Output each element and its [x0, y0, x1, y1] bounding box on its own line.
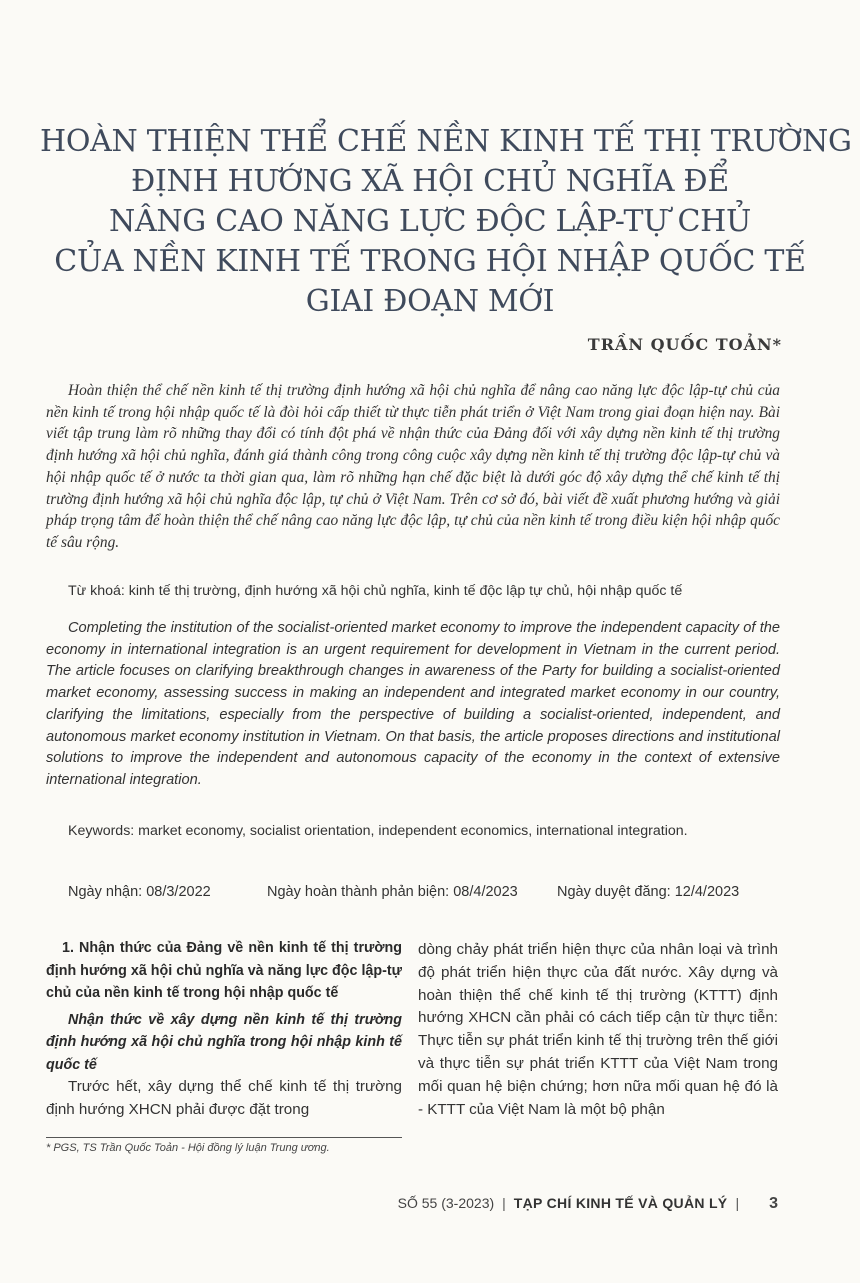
keywords-vietnamese: Từ khoá: kinh tế thị trường, định hướng xã hội chủ nghĩa, kinh tế độc lập tự chủ, hội nhập quốc tế	[68, 583, 683, 599]
body-column-left	[46, 937, 402, 1122]
date-reviewed: Ngày hoàn thành phản biện: 08/4/2023	[267, 884, 518, 900]
body-paragraph: Trước hết, xây dựng thể chế kinh tế thị trường định hướng XHCN phải được đặt trong	[46, 1078, 402, 1118]
date-approved: Ngày duyệt đăng: 12/4/2023	[557, 884, 740, 900]
footnote: * PGS, TS Trần Quốc Toản - Hội đồng lý luận Trung ương.	[46, 1142, 330, 1154]
abstract-vietnamese: Hoàn thiện thể chế nền kinh tế thị trường định hướng xã hội chủ nghĩa để nâng cao năng lực độc lập-tự chủ của nền kinh tế trong hội nhập quốc tế là đòi hỏi cấp thiết từ thực tiễn phát triển ở Việt Nam trong giai đoạn hiện nay. Bài viết tập trung làm rõ những thay đổi có tính đột phá về nhận thức của Đảng đối với xây dựng nền kinh tế thị trường định hướng xã hội chủ nghĩa, đánh giá thành công trong công cuộc xây dựng nền kinh tế thị trường độc lập-tự chủ và hội nhập quốc tế ở nước ta thời gian qua, làm rõ những hạn chế đặc biệt là dưới góc độ xây dựng thể chế kinh tế thị trường định hướng xã hội chủ nghĩa độc lập, tự chủ ở Việt Nam. Trên cơ sở đó, bài viết đề xuất phương hướng và giải pháp trọng tâm để hoàn thiện thể chế nâng cao năng lực độc lập, tự chủ của nền kinh tế trong điều kiện hội nhập quốc tế sâu rộng.	[46, 382, 780, 551]
title-line: CỦA NỀN KINH TẾ TRONG HỘI NHẬP QUỐC TẾ	[54, 244, 806, 279]
abstract-english: Completing the institution of the socialist-oriented market economy to improve the independent capacity of the economy in international integration is an urgent requirement for development in Vietnam in the current period. The article focuses on clarifying breakthrough changes in awareness of the Party for building a socialist-oriented market economy, assessing success in making an independent and integrated market economy in our country, clarifying the limitations, especially from the perspective of building a socialist-oriented, independent, and autonomous market economy institution in Vietnam. On that basis, the article proposes directions and institutional solutions to improve the independent and autonomous capacity of the economy in the context of extensive international integration.	[46, 620, 780, 788]
subsection-heading: Nhận thức về xây dựng nền kinh tế thị trường định hướng xã hội chủ nghĩa trong hội nhập kinh tế quốc tế	[46, 1011, 402, 1073]
title-line: ĐỊNH HƯỚNG XÃ HỘI CHỦ NGHĨA ĐỂ	[131, 164, 729, 199]
footer-separator: |	[502, 1195, 506, 1211]
title-line: HOÀN THIỆN THỂ CHẾ NỀN KINH TẾ THỊ TRƯỜNG	[40, 124, 852, 159]
body-column-right	[418, 939, 778, 1121]
page-footer	[398, 1195, 778, 1213]
article-title	[40, 122, 852, 322]
page-number: 3	[769, 1195, 778, 1212]
section-heading: 1. Nhận thức của Đảng về nền kinh tế thị trường định hướng xã hội chủ nghĩa và năng lực độc lập-tự chủ của nền kinh tế trong hội nhập quốc tế	[46, 940, 402, 1001]
title-line: GIAI ĐOẠN MỚI	[305, 284, 555, 319]
date-received: Ngày nhận: 08/3/2022	[68, 884, 211, 900]
issue-number: SỐ 55 (3-2023)	[397, 1195, 495, 1211]
keywords-english: Keywords: market economy, socialist orientation, independent economics, international integration.	[68, 823, 688, 839]
title-line: NÂNG CAO NĂNG LỰC ĐỘC LẬP-TỰ CHỦ	[109, 204, 751, 239]
footer-separator: |	[735, 1195, 740, 1211]
author-name: TRẦN QUỐC TOẢN*	[587, 335, 782, 354]
footnote-divider	[46, 1137, 402, 1138]
body-paragraph: dòng chảy phát triển hiện thực của nhân loại và trình độ phát triển hiện thực của đất nước. Xây dựng và hoàn thiện thể chế kinh tế thị trường (KTTT) định hướng XHCN cần phải có cách tiếp cận từ thực tiễn: Thực tiễn sự phát triển kinh tế thị trường trên thế giới và thực tiễn sự phát triển KTTT của Việt Nam trong mối quan hệ biện chứng; hơn nữa mối quan hệ đó là - KTTT của Việt Nam là một bộ phận	[418, 941, 778, 1118]
journal-name: TẠP CHÍ KINH TẾ VÀ QUẢN LÝ	[513, 1195, 728, 1211]
